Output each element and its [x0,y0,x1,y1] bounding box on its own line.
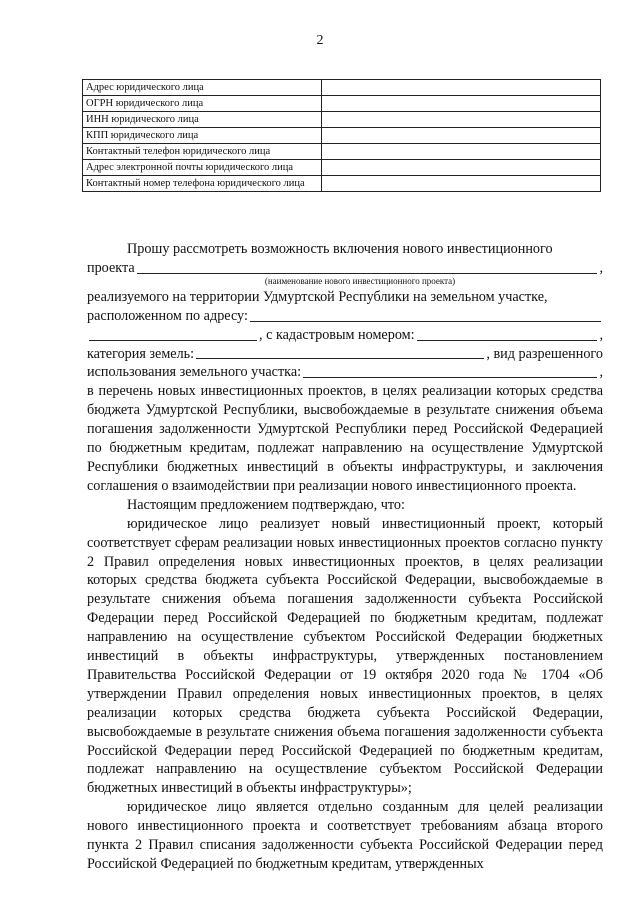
row-value[interactable] [322,160,601,176]
cadastral-label: , с кадастровым номером: [259,326,415,343]
project-word: проекта [87,259,135,276]
location-line: реализуемого на территории Удмуртской Республики на земельном участке, [87,288,548,305]
table-row [83,176,601,192]
request-line-1: Прошу рассмотреть возможность включения нового инвестиционного [127,241,553,257]
comma: , [599,259,603,276]
row-label: ОГРН юридического лица [83,96,322,112]
request-continuation: в перечень новых инвестиционных проектов, в целях реализации которых средства бюджета Удмуртской Республики, высвобождаемые в результате снижения объема погашения задолженности Удмуртской Республики перед Российской Федерацией по бюджетным кредитам, подлежат направлению на осуществление Удмуртской Республики бюджетных инвестиций в объекты инфраструктуры, и заключения соглашения о взаимодействии при реализации нового инвестиционного проекта. [87,383,603,494]
row-label: ИНН юридического лица [83,112,322,128]
legal-entity-table [82,79,601,192]
confirm-intro: Настоящим предложением подтверждаю, что: [127,496,405,513]
document-body [87,240,603,874]
table-row [83,96,601,112]
permitted-use-field-label: использования земельного участка: [87,364,302,381]
comma: , [599,326,603,343]
row-value[interactable] [322,128,601,144]
table-row [83,144,601,160]
comma: , [599,364,603,381]
cadastral-number-field[interactable] [417,340,598,341]
row-label: Контактный телефон юридического лица [83,144,322,160]
land-category-line [87,345,603,364]
land-category-label: категория земель: [87,345,195,362]
page-number: 2 [316,33,324,48]
table-row [83,112,601,128]
table-row [83,128,601,144]
confirm-paragraph-1: юридическое лицо реализует новый инвестиционный проект, который соответствует сферам реализации новых инвестиционных проектов согласно пункту 2 Правил определения новых инвестиционных проектов, в целях реализации которых средства бюджета субъекта Российской Федерации, высвобождаемые в результате снижения объема погашения задолженности субъекта Российской Федерации перед Российской Федерацией по бюджетным кредитам, подлежат направлению на осуществление субъектом Российской Федерации бюджетных инвестиций в объекты инфраструктуры, утвержденных постановлением Правительства Российской Федерации от 19 октября 2020 года № 1704 «Об утверждении Правил определения новых инвестиционных проектов, в целях реализации которых средства бюджета субъекта Российской Федерации, высвобождаемые в результате снижения объема погашения задолженности субъекта Российской Федерации перед Российской Федерацией по бюджетным кредитам, подлежат направлению на осуществление субъектом Российской Федерации бюджетных инвестиций в объекты инфраструктуры»; [87,515,603,797]
address-field-continued[interactable] [89,340,257,341]
table-row [83,160,601,176]
row-value[interactable] [322,176,601,192]
cadastral-line [87,326,603,345]
permitted-use-label: , вид разрешенного [486,345,603,362]
table-row [83,80,601,96]
row-value[interactable] [322,80,601,96]
project-name-caption: (наименование нового инвестиционного проекта) [264,275,456,286]
address-field[interactable] [250,321,601,322]
row-label: КПП юридического лица [83,128,322,144]
located-at-label: расположенном по адресу: [87,307,248,324]
confirm-paragraph-2: юридическое лицо является отдельно созданным для целей реализации нового инвестиционного проекта и соответствует требованиям абзаца второго пункта 2 Правил списания задолженности субъекта Российской Федерации перед Российской Федерацией по бюджетным кредитам, утвержденных [87,799,603,872]
row-value[interactable] [322,112,601,128]
project-name-field[interactable] [137,273,598,274]
address-line [87,307,603,326]
row-label: Адрес юридического лица [83,80,322,96]
row-value[interactable] [322,96,601,112]
land-category-field[interactable] [196,358,484,359]
permitted-use-line [87,363,603,382]
row-label: Контактный номер телефона юридического лица [83,176,322,192]
row-label: Адрес электронной почты юридического лица [83,160,322,176]
row-value[interactable] [322,144,601,160]
permitted-use-field[interactable] [303,377,597,378]
